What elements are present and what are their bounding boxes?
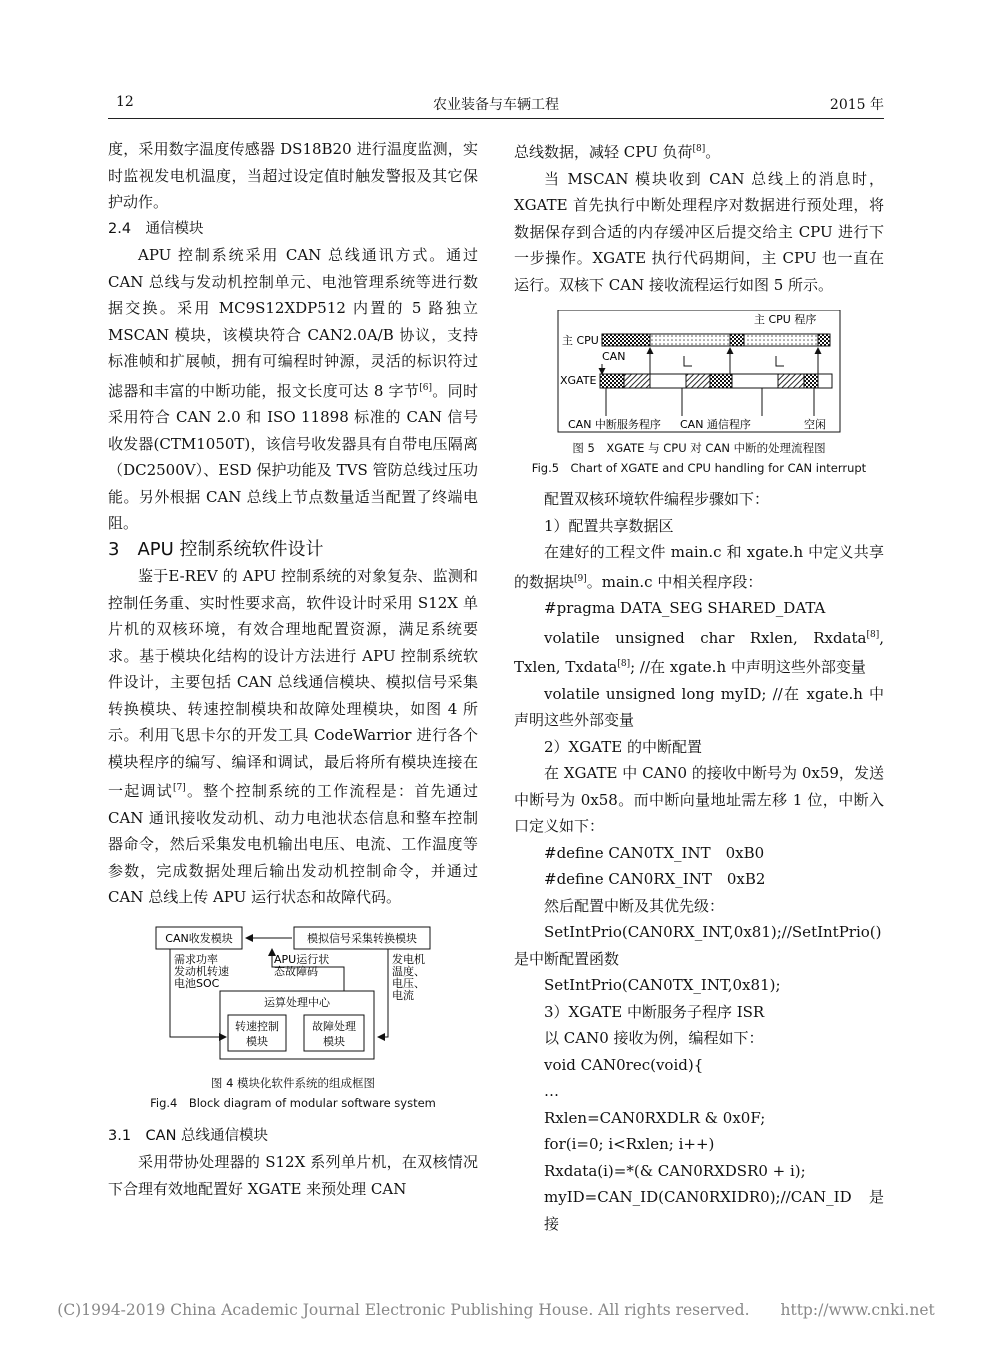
xgate-comm-segment [686,374,710,388]
citation: [7] [172,783,186,793]
code-line: Rxdata(i)=*(& CAN0RXDSR0 + i); [544,1161,806,1180]
code-line: myID=CAN_ID(CAN0RXIDR0);//CAN_ID 是接 [544,1188,884,1233]
label-voltage: 电压、 [392,976,425,990]
step-heading: 3）XGATE 中断服务子程序 ISR [544,1002,765,1021]
label-current: 电流 [392,988,414,1002]
label-can-isr: CAN 中断服务程序 [568,418,661,431]
label-apu-status: APU运行状 [274,952,330,966]
xgate-comm-segment [778,374,804,388]
code-line: volatile unsigned char Rxlen, Rxdata[8], Txlen, Txdata[8]; //在 xgate.h 中声明这些外部变量 [514,628,884,676]
code-line: #define CAN0RX_INT 0xB2 [544,870,766,888]
citation: [9] [574,573,587,584]
figure-4-diagram [108,925,478,1075]
fault-handling-label: 故障处理 [312,1019,356,1033]
xgate-isr-segment [710,374,732,388]
paragraph: 当 MSCAN 模块收到 CAN 总线上的消息时，XGATE 首先执行中断处理程序对数据进行预处理，将数据保存到合适的内存缓冲区后提交给主 CPU 进行下一步操作。XGATE 执行代码期间，主 CPU 也一直在运行。双核下 CAN 接收流程运行如图 5 所示。 [514,169,884,294]
step-heading: 2）XGATE 的中断配置 [544,737,702,756]
figure-4 [108,919,478,1119]
figure-5-caption-en: Fig.5 Chart of XGATE and CPU handling for CAN interrupt [531,461,867,475]
cpu-interrupt-segment [818,334,830,346]
fault-handling-label-2: 模块 [323,1034,345,1048]
xgate-idle-segment [732,374,778,388]
label-main-cpu-program: 主 CPU 程序 [754,313,817,326]
paragraph: 度，采用数字温度传感器 DS18B20 进行温度监测，实时监视发电机温度，当超过设定值时触发警报及其它保护动作。 [108,140,478,211]
xgate-isr-segment [804,374,818,388]
journal-title: 农业装备与车辆工程 [433,97,559,113]
xgate-idle-segment [818,374,832,388]
label-engine-speed: 发动机转速 [174,964,229,978]
label-generator: 发电机 [392,952,425,966]
can-event-marker [776,356,784,366]
paragraph: APU 控制系统采用 CAN 总线通讯方式。通过 CAN 总线与发动机控制单元、电池管理系统等进行数据交换。采用 MC9S12XDP512 内置的 5 路独立 MSCAN 模块，该模块符合 CAN2.0A/B 协议，支持标准帧和扩展帧，拥有可编程时钟源，灵活的标识符过滤器和丰富的中断功能，报文长度可达 8 字节[6]。同时采用符合 CAN 2.0 和 ISO 11898 标准的 CAN 信号收发器(CTM1050T)，该信号收发器具有自带电压隔离（DC2500V）、ESD 保护功能及 TVS 管防总线过压功能。另外根据 CAN 总线上节点数量适当配置了终端电阻。 [108,246,478,532]
xgate-comm-segment [624,374,650,388]
copyright-footer: (C)1994-2019 China Academic Journal Electronic Publishing House. All rights reserved. http://www.cnki.net [57,1301,935,1319]
label-demand-power: 需求功率 [174,952,218,966]
paragraph: 采用带协处理器的 S12X 系列单片机，在双核情况下合理有效地配置好 XGATE 来预处理 CAN [108,1153,478,1198]
label-fault-code: 态故障码 [274,964,318,978]
code-line: Rxlen=CAN0RXDLR & 0x0F; [544,1108,766,1127]
header-year: 2015 年 [829,97,884,113]
analog-module-label: 模拟信号采集转换模块 [307,931,417,945]
code-line: … [544,1082,559,1100]
cpu-interrupt-segment [730,334,744,346]
cpu-interrupt-segment [602,334,650,346]
paragraph: 鉴于E-REV 的 APU 控制系统的对象复杂、监测和控制任务重、实时性要求高，软件设计时采用 S12X 单片机的双核环境，有效合理地配置资源，满足系统要求。基于模块化结构的设计方法进行 APU 控制系统软件设计，主要包括 CAN 总线通信模块、模拟信号采集转换模块、转速控制模块和故障处理模块，如图 4 所示。利用飞思卡尔的开发工具 CodeWarrior 进行各个模块程序的编写、编译和调试，最后将所有模块连接在一起调试[7]。整个控制系统的工作流程是：首先通过 CAN 通讯接收发动机、动力电池状态信息和整车控制器命令，然后采集发电机输出电压、电流、工作温度等参数，完成数据处理后输出发动机控制命令，并通过 CAN 总线上传 APU 运行状态和故障代码。 [108,567,478,906]
cpu-program-segment [650,334,730,346]
speed-control-label-2: 模块 [246,1034,268,1048]
paragraph: 配置双核环境软件编程步骤如下： [544,490,770,508]
paragraph: 以 CAN0 接收为例，编程如下： [544,1029,764,1047]
xgate-isr-segment [600,374,624,388]
label-can-comm: CAN 通信程序 [680,418,751,431]
code-line: volatile unsigned long myID; //在 xgate.h 中声明这些外部变量 [514,684,884,729]
label-idle: 空闲 [804,418,826,431]
section-heading-3-1: 3.1 CAN 总线通信模块 [108,1127,269,1144]
citation: [6] [419,382,432,393]
code-line: void CAN0rec(void){ [544,1055,704,1074]
figure-4-caption-en: Fig.4 Block diagram of modular software system [150,1095,436,1110]
figure-5-frame [558,310,840,432]
section-heading-3: 3 APU 控制系统软件设计 [108,538,324,560]
can-event-marker [684,356,692,366]
header-rule [108,118,884,119]
arrow-analog-to-center [378,949,388,1037]
code-line: SetIntPrio(CAN0TX_INT,0x81); [544,976,781,994]
code-line: #define CAN0TX_INT 0xB0 [544,843,765,862]
label-temperature: 温度、 [392,964,425,978]
label-battery-soc: 电池SOC [174,976,220,990]
left-column [108,136,478,1202]
right-column [514,136,884,1237]
code-line: for(i=0; i<Rxlen; i++) [544,1135,715,1153]
code-line: SetIntPrio(CAN0RX_INT,0x81);//SetIntPrio()是中断配置函数 [514,923,882,968]
center-label: 运算处理中心 [264,995,330,1009]
figure-5-diagram [514,310,884,434]
label-main-cpu: 主 CPU [562,334,599,347]
page-number: 12 [116,94,134,110]
figure-4-caption-cn: 图 4 模块化软件系统的组成框图 [210,1075,376,1090]
paragraph: 然后配置中断及其优先级： [544,896,725,915]
label-can: CAN [602,350,626,363]
label-xgate: XGATE [560,374,597,387]
xgate-idle-segment [650,374,686,388]
cpu-program-segment [744,334,818,346]
code-line: #pragma DATA_SEG SHARED_DATA [544,599,826,617]
speed-control-label: 转速控制 [235,1019,279,1033]
citation: [8] [692,144,706,154]
paragraph: 总线数据，减轻 CPU 负荷[8]。 [514,143,721,161]
paragraph: 在 XGATE 中 CAN0 的接收中断号为 0x59，发送中断号为 0x58。而中断向量地址需左移 1 位，中断入口定义如下： [514,764,884,835]
section-heading-2-4: 2.4 通信模块 [108,220,204,237]
paragraph: 在建好的工程文件 main.c 和 xgate.h 中定义共享的数据块[9]。main.c 中相关程序段： [514,543,884,591]
step-heading: 1）配置共享数据区 [544,516,674,535]
figure-5 [514,306,884,482]
figure-5-caption-cn: 图 5 XGATE 与 CPU 对 CAN 中断的处理流程图 [572,441,826,455]
can-module-label: CAN收发模块 [165,931,233,945]
